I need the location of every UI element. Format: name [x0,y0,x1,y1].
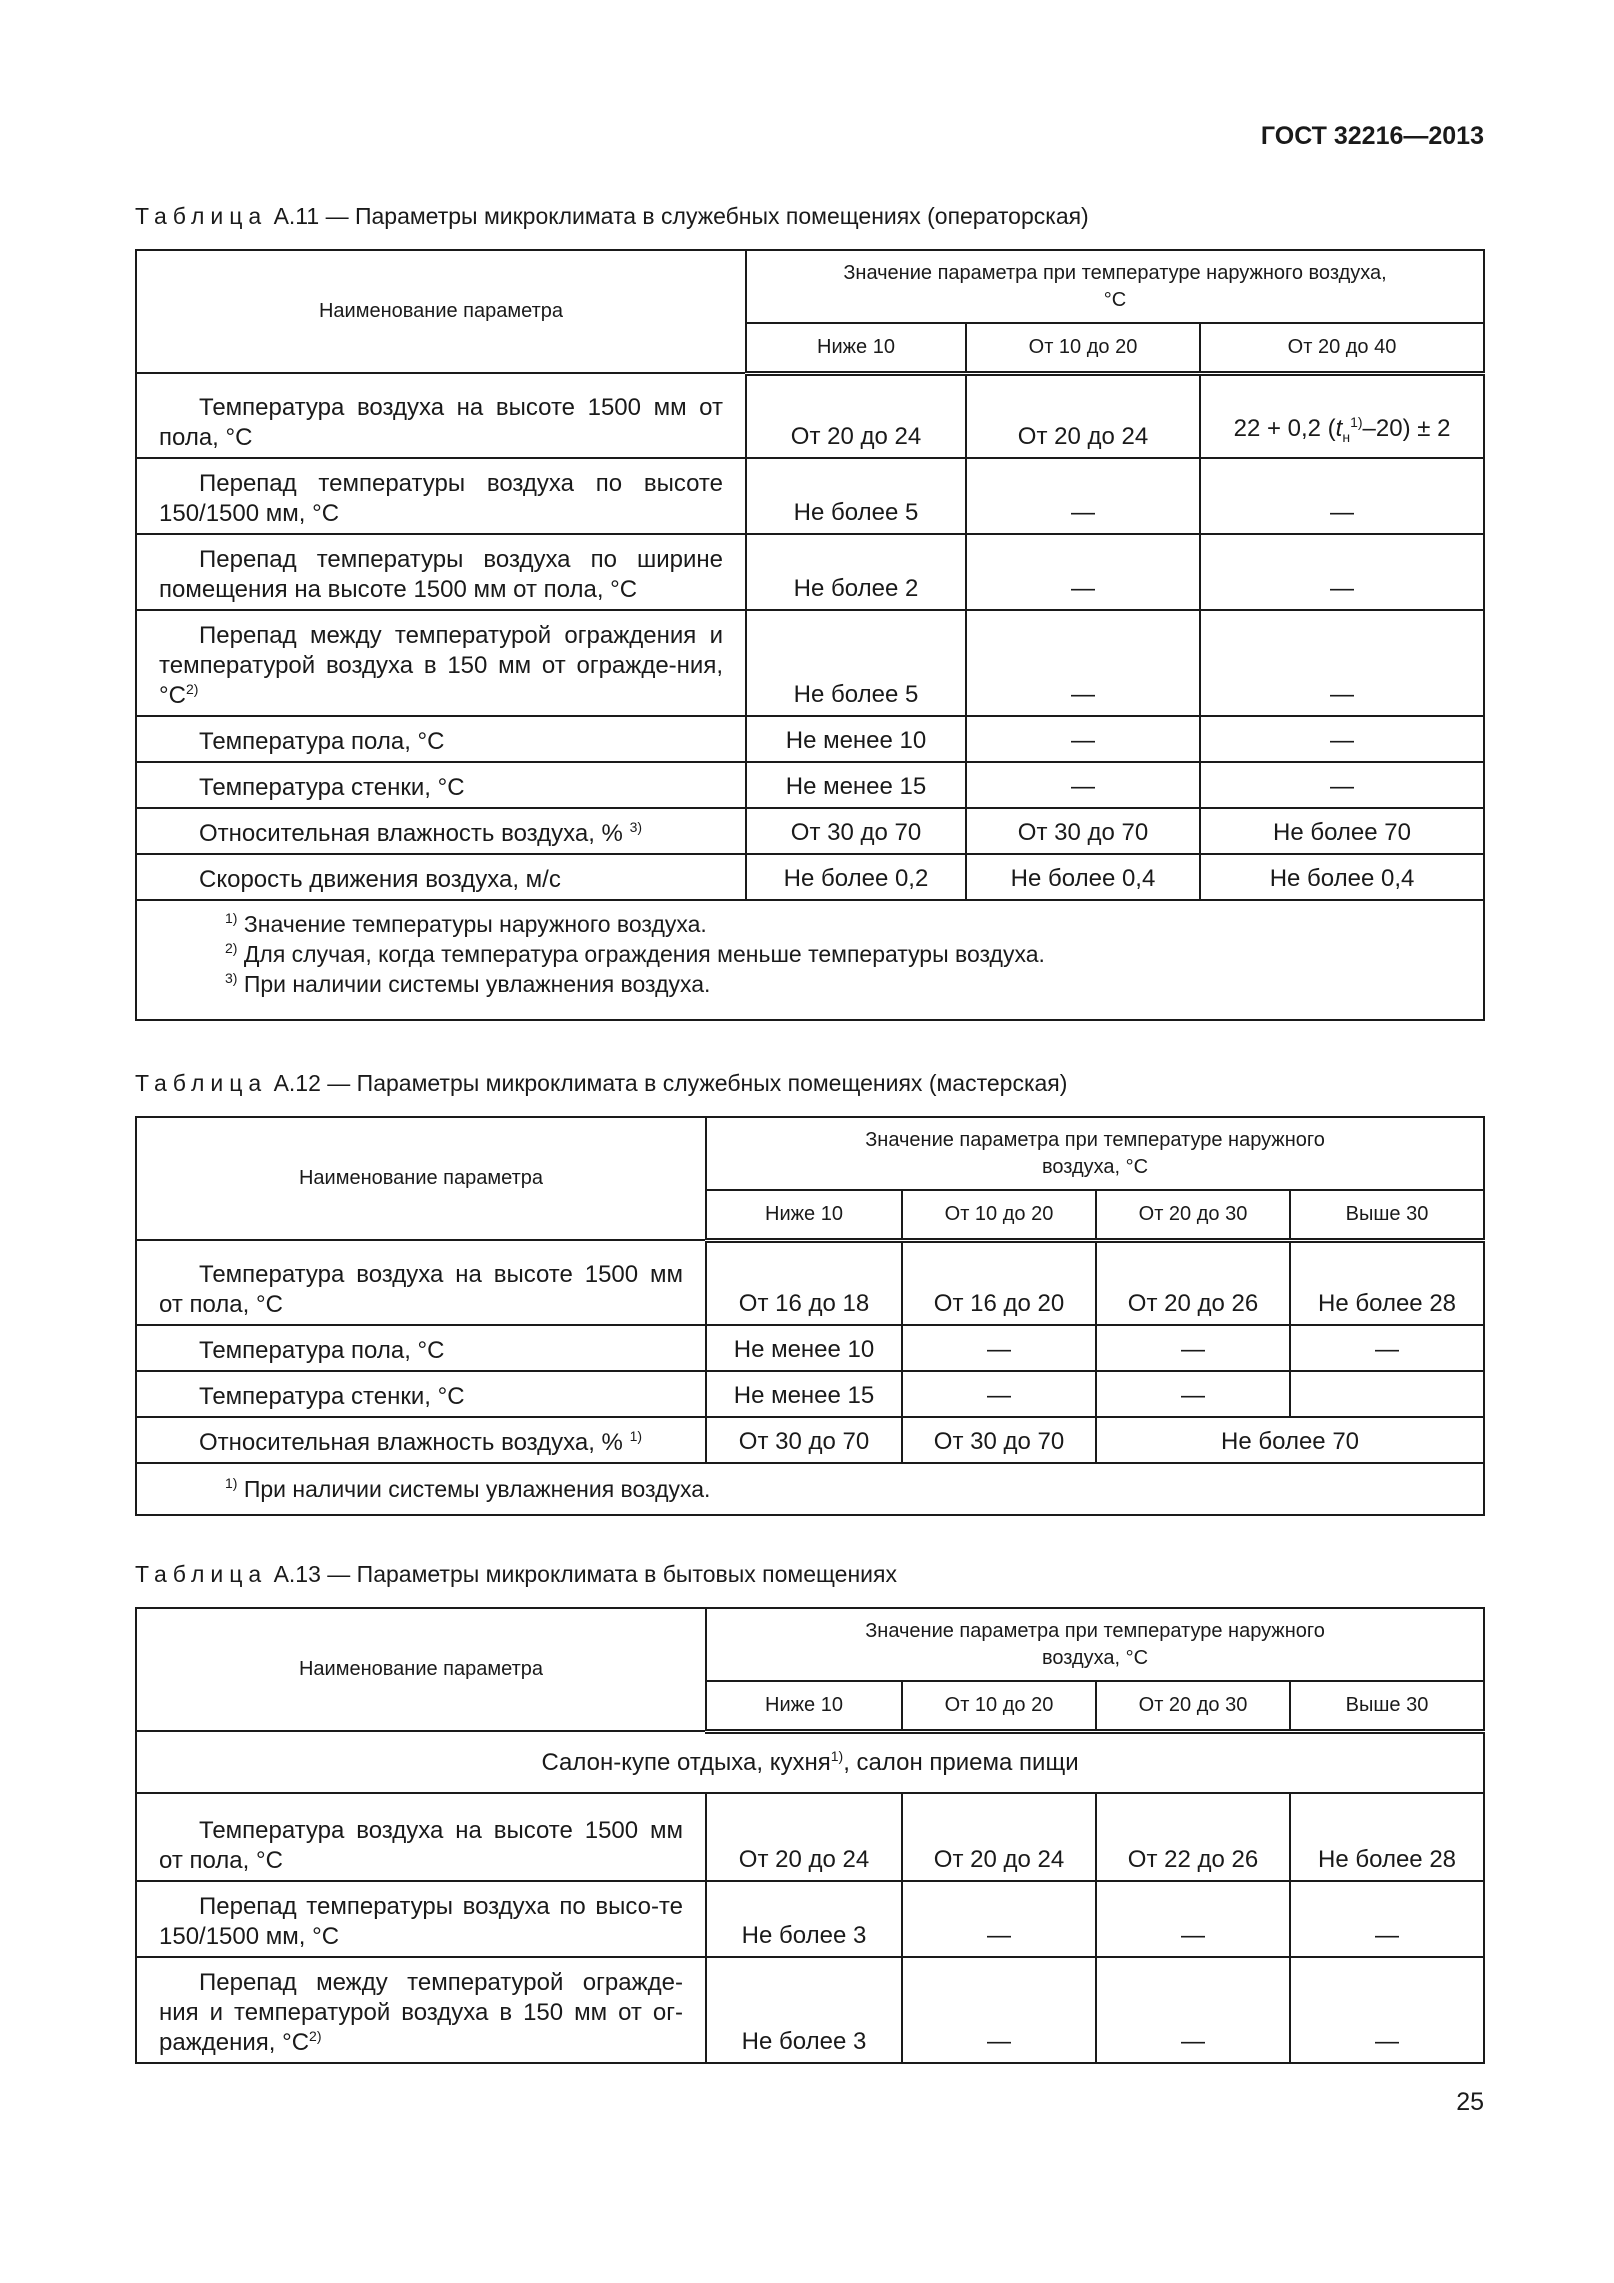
footnote: $^{3)}$ При наличии системы увлажнения воздуха. [225,970,711,997]
value-cell: Не менее 15 [746,762,966,808]
value-cell: Не более 3 [706,1957,902,2063]
parameter-name: Перепад температуры воздуха по ширине помещения на высоте 1500 мм от пола, °С [159,546,723,603]
value-cell: От 30 до 70 [966,808,1200,854]
parameter-name: Температура воздуха на высоте 1500 мм от пола, °С [159,1261,683,1318]
column-header-name: Наименование параметра [136,1117,706,1240]
table-row: Относительная влажность воздуха, % $^{1)}$ От 30 до 70 От 30 до 70 Не более 70 [136,1417,1484,1463]
value-cell: Не более 5 [746,458,966,534]
table-a13-caption: Таблица А.13 — Параметры микроклимата в бытовых помещениях [135,1561,897,1587]
table-row [136,1325,1484,1371]
value-cell: — [1290,1957,1484,2063]
table-row [136,1793,1484,1881]
value-cell: Не более 28 [1290,1793,1484,1881]
value-cell: Не менее 15 [706,1371,902,1417]
value-cell: От 30 до 70 [706,1417,902,1463]
table-a13 [135,1607,1485,2064]
table-row: Относительная влажность воздуха, % $^{3)}$ От 30 до 70 От 30 до 70 Не более 70 [136,808,1484,854]
value-cell: — [1096,1881,1290,1957]
formula-cell: 22 + 0,2 $(t_н^{1)}-20) \pm 2$ [1200,373,1484,458]
footnote: $^{1)}$ При наличии системы увлажнения воздуха. [225,1475,711,1502]
value-cell [1290,1371,1484,1417]
table-notes [136,1463,1484,1515]
parameter-name: Температура пола, °С [136,1325,706,1371]
value-cell: — [966,762,1200,808]
value-cell: Не более 3 [706,1881,902,1957]
value-cell: — [966,716,1200,762]
table-row [136,534,1484,610]
value-cell: — [1200,610,1484,716]
column-header: Ниже 10 [706,1681,902,1731]
value-cell: Не более 28 [1290,1240,1484,1325]
column-header: Ниже 10 [746,323,966,373]
value-cell: Не более 0,4 [1200,854,1484,900]
footnote: $^{1)}$ Значение температуры наружного воздуха. [225,910,707,937]
column-header-group: Значение параметра при температуре наружного воздуха, °С [746,250,1484,323]
value-cell: — [966,534,1200,610]
parameter-name: Перепад температуры воздуха по высоте 150/1500 мм, °С [159,470,723,527]
table-a11-caption: Таблица А.11 — Параметры микроклимата в служебных помещениях (операторская) [135,203,1089,229]
parameter-name: Перепад температуры воздуха по высо-те 150/1500 мм, °С [159,1893,683,1950]
value-cell: От 30 до 70 [902,1417,1096,1463]
value-cell: — [1200,534,1484,610]
column-header: От 10 до 20 [966,323,1200,373]
value-cell: От 16 до 20 [902,1240,1096,1325]
value-cell: Не более 70 [1200,808,1484,854]
column-header-group: Значение параметра при температуре наружного воздуха, °С [706,1117,1484,1190]
table-row: Перепад между температурой огражде-ния и температурой воздуха в 150 мм от ог-раждения, $^\circ С^{2)}$ Не более 3 — — — [136,1957,1484,2063]
table-row [136,1881,1484,1957]
table-row: Перепад между температурой ограждения и температурой воздуха в 150 мм от огражде-ния, $^\circ С^{2)}$ Не более 5 — — [136,610,1484,716]
value-cell: Не более 2 [746,534,966,610]
parameter-name: Температура воздуха на высоте 1500 мм от пола, °С [159,1817,683,1874]
value-cell: — [1290,1325,1484,1371]
value-cell: От 20 до 24 [966,373,1200,458]
value-cell: Не менее 10 [746,716,966,762]
column-header: От 20 до 30 [1096,1681,1290,1731]
parameter-name: Перепад между температурой ограждения и температурой воздуха в 150 мм от огражде-ния, °С [159,622,723,709]
column-header: От 10 до 20 [902,1681,1096,1731]
value-cell: — [1096,1325,1290,1371]
parameter-name: Температура пола, °С [136,716,746,762]
parameter-name: Температура воздуха на высоте 1500 мм от пола, °С [159,394,723,451]
column-header: От 20 до 30 [1096,1190,1290,1240]
parameter-name: Относительная влажность воздуха, % [199,1429,623,1456]
value-cell: От 20 до 24 [706,1793,902,1881]
column-header: Выше 30 [1290,1190,1484,1240]
parameter-name: Температура стенки, °С [136,762,746,808]
table-a11 [135,249,1485,1021]
value-cell: — [902,1325,1096,1371]
column-header-group: Значение параметра при температуре наружного воздуха, °С [706,1608,1484,1681]
table-notes [136,900,1484,1020]
page-number: 25 [1456,2088,1484,2116]
value-cell: Не более 5 [746,610,966,716]
table-row [136,458,1484,534]
value-cell: Не менее 10 [706,1325,902,1371]
value-cell: От 30 до 70 [746,808,966,854]
parameter-name: Температура стенки, °С [136,1371,706,1417]
value-cell: — [902,1881,1096,1957]
table-a12 [135,1116,1485,1516]
table-row [136,716,1484,762]
value-cell: От 22 до 26 [1096,1793,1290,1881]
value-cell: — [1200,458,1484,534]
value-cell: — [902,1957,1096,2063]
parameter-name: Перепад между температурой огражде-ния и температурой воздуха в 150 мм от ог-раждения, °С [159,1969,683,2056]
column-header-name: Наименование параметра [136,250,746,373]
value-cell: От 20 до 26 [1096,1240,1290,1325]
table-a12-caption: Таблица А.12 — Параметры микроклимата в служебных помещениях (мастерская) [135,1070,1068,1096]
value-cell: — [966,610,1200,716]
footnote: $^{2)}$ Для случая, когда температура ограждения меньше температуры воздуха. [225,940,1045,967]
document-code: ГОСТ 32216—2013 [1260,122,1484,150]
value-cell: От 16 до 18 [706,1240,902,1325]
table-row [136,1240,1484,1325]
table-row [136,373,1484,458]
column-header: Ниже 10 [706,1190,902,1240]
parameter-name: Скорость движения воздуха, м/с [136,854,746,900]
value-cell: Не более 0,2 [746,854,966,900]
table-row [136,854,1484,900]
parameter-name: Относительная влажность воздуха, % [199,820,623,847]
value-cell: Не более 0,4 [966,854,1200,900]
value-cell: — [1096,1371,1290,1417]
value-cell: От 20 до 24 [902,1793,1096,1881]
value-cell: Не более 70 [1096,1417,1484,1463]
table-row [136,762,1484,808]
value-cell: — [902,1371,1096,1417]
column-header: От 10 до 20 [902,1190,1096,1240]
value-cell: От 20 до 24 [746,373,966,458]
value-cell: — [1096,1957,1290,2063]
column-header: Выше 30 [1290,1681,1484,1731]
table-row [136,1371,1484,1417]
value-cell: — [1200,716,1484,762]
section-heading: Салон-купе отдыха, кухня$^{1)}$, салон приема пищи [136,1731,1484,1793]
value-cell: — [1290,1881,1484,1957]
value-cell: — [966,458,1200,534]
column-header-name: Наименование параметра [136,1608,706,1731]
value-cell: — [1200,762,1484,808]
column-header: От 20 до 40 [1200,323,1484,373]
